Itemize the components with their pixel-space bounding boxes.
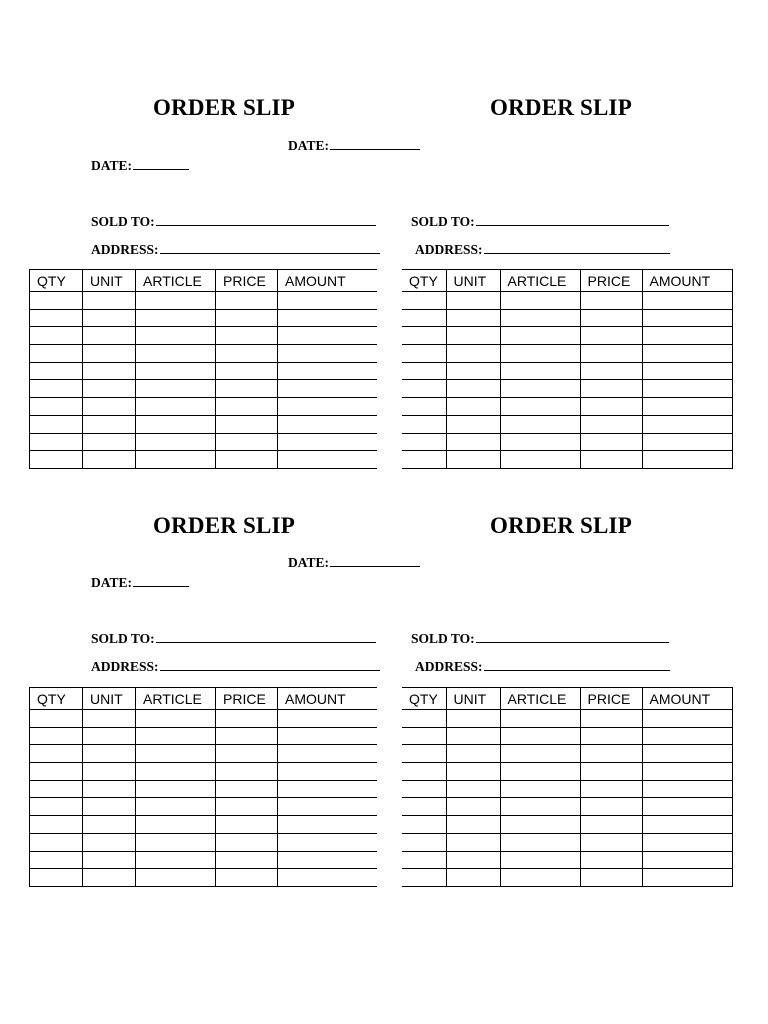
slip-1-col-price: PRICE bbox=[216, 270, 278, 292]
slip-4-title: ORDER SLIP bbox=[490, 513, 632, 538]
slip-2-title: ORDER SLIP bbox=[490, 95, 632, 120]
slip-3-col-article: ARTICLE bbox=[136, 688, 216, 710]
slip-4-sold-to-label: SOLD TO: bbox=[411, 631, 475, 646]
table-row[interactable] bbox=[402, 433, 732, 451]
table-row[interactable] bbox=[402, 798, 732, 816]
slip-4-sold-to-field[interactable] bbox=[411, 630, 669, 647]
table-row[interactable] bbox=[30, 833, 377, 851]
table-row[interactable] bbox=[402, 292, 732, 310]
table-row[interactable] bbox=[30, 362, 377, 380]
table-row[interactable] bbox=[30, 798, 377, 816]
table-row[interactable] bbox=[30, 816, 377, 834]
slip-2-rows[interactable] bbox=[402, 292, 732, 469]
table-row[interactable] bbox=[402, 345, 732, 363]
table-row[interactable] bbox=[402, 362, 732, 380]
slip-3-sold-to-line[interactable] bbox=[156, 630, 376, 643]
slip-3-col-price: PRICE bbox=[216, 688, 278, 710]
table-row[interactable] bbox=[30, 345, 377, 363]
table-row[interactable] bbox=[30, 292, 377, 310]
slip-4-date-field[interactable] bbox=[288, 554, 420, 571]
slip-3-col-qty: QTY bbox=[30, 688, 83, 710]
slip-2-sold-to-line[interactable] bbox=[476, 213, 669, 226]
table-row[interactable] bbox=[402, 745, 732, 763]
table-row[interactable] bbox=[402, 710, 732, 728]
slip-3-items-table bbox=[29, 687, 377, 887]
slip-3-col-amount: AMOUNT bbox=[278, 688, 377, 710]
slip-4-address-label: ADDRESS: bbox=[415, 659, 483, 674]
table-row[interactable] bbox=[402, 851, 732, 869]
slip-1-sold-to-field[interactable] bbox=[91, 213, 376, 230]
slip-4-col-unit: UNIT bbox=[446, 688, 500, 710]
table-row[interactable] bbox=[30, 415, 377, 433]
slip-1-sold-to-line[interactable] bbox=[156, 213, 376, 226]
slip-3-sold-to-label: SOLD TO: bbox=[91, 631, 155, 646]
slip-1-title: ORDER SLIP bbox=[153, 95, 295, 120]
slip-3-sold-to-field[interactable] bbox=[91, 630, 376, 647]
slip-2-date-field[interactable] bbox=[288, 137, 420, 154]
slip-3-col-unit: UNIT bbox=[83, 688, 136, 710]
slip-2-col-unit: UNIT bbox=[446, 270, 500, 292]
slip-1-address-field[interactable] bbox=[91, 241, 380, 258]
slip-4-items-table bbox=[402, 687, 733, 887]
table-row[interactable] bbox=[402, 398, 732, 416]
slip-4-date-label: DATE: bbox=[288, 555, 330, 570]
slip-2-col-price: PRICE bbox=[580, 270, 642, 292]
slip-3-date-line[interactable] bbox=[133, 574, 189, 587]
table-row[interactable] bbox=[30, 380, 377, 398]
table-row[interactable] bbox=[402, 415, 732, 433]
slip-2-header-row bbox=[402, 270, 732, 292]
slip-2-address-label: ADDRESS: bbox=[415, 242, 483, 257]
slip-3-date-label: DATE: bbox=[91, 575, 133, 590]
table-row[interactable] bbox=[30, 309, 377, 327]
slip-1-col-article: ARTICLE bbox=[136, 270, 216, 292]
table-row[interactable] bbox=[30, 763, 377, 781]
slip-2-address-field[interactable] bbox=[415, 241, 670, 258]
table-row[interactable] bbox=[30, 727, 377, 745]
slip-1-date-field[interactable] bbox=[91, 157, 189, 174]
slip-2-sold-to-label: SOLD TO: bbox=[411, 214, 475, 229]
table-row[interactable] bbox=[402, 833, 732, 851]
table-row[interactable] bbox=[30, 745, 377, 763]
slip-2-col-qty: QTY bbox=[402, 270, 446, 292]
slip-2-date-line[interactable] bbox=[330, 137, 420, 150]
slip-1-address-label: ADDRESS: bbox=[91, 242, 159, 257]
table-row[interactable] bbox=[402, 309, 732, 327]
slip-2-sold-to-field[interactable] bbox=[411, 213, 669, 230]
slip-1-col-amount: AMOUNT bbox=[278, 270, 377, 292]
slip-4-address-field[interactable] bbox=[415, 658, 670, 675]
slip-3-rows[interactable] bbox=[30, 710, 377, 887]
slip-1-date-label: DATE: bbox=[91, 158, 133, 173]
slip-4-sold-to-line[interactable] bbox=[476, 630, 669, 643]
slip-3-address-field[interactable] bbox=[91, 658, 380, 675]
slip-1-address-line[interactable] bbox=[160, 241, 380, 254]
table-row[interactable] bbox=[30, 398, 377, 416]
slip-1-rows[interactable] bbox=[30, 292, 377, 469]
table-row[interactable] bbox=[402, 869, 732, 887]
slip-2-col-amount: AMOUNT bbox=[642, 270, 732, 292]
slip-3-date-field[interactable] bbox=[91, 574, 189, 591]
table-row[interactable] bbox=[30, 851, 377, 869]
slip-2-items-table bbox=[402, 269, 733, 469]
table-row[interactable] bbox=[30, 869, 377, 887]
slip-4-date-line[interactable] bbox=[330, 554, 420, 567]
table-row[interactable] bbox=[30, 710, 377, 728]
slip-4-header-row bbox=[402, 688, 732, 710]
table-row[interactable] bbox=[402, 816, 732, 834]
slip-3-title: ORDER SLIP bbox=[153, 513, 295, 538]
slip-1-items-table bbox=[29, 269, 377, 469]
slip-4-rows[interactable] bbox=[402, 710, 732, 887]
slip-3-header-row bbox=[30, 688, 377, 710]
slip-1-header-row bbox=[30, 270, 377, 292]
slip-1-sold-to-label: SOLD TO: bbox=[91, 214, 155, 229]
slip-1-col-qty: QTY bbox=[30, 270, 83, 292]
slip-3-address-label: ADDRESS: bbox=[91, 659, 159, 674]
table-row[interactable] bbox=[402, 763, 732, 781]
table-row[interactable] bbox=[402, 780, 732, 798]
table-row[interactable] bbox=[30, 327, 377, 345]
table-row[interactable] bbox=[402, 727, 732, 745]
table-row[interactable] bbox=[402, 327, 732, 345]
table-row[interactable] bbox=[30, 433, 377, 451]
slip-1-date-line[interactable] bbox=[133, 157, 189, 170]
slip-4-col-article: ARTICLE bbox=[500, 688, 580, 710]
slip-4-col-price: PRICE bbox=[580, 688, 642, 710]
slip-2-col-article: ARTICLE bbox=[500, 270, 580, 292]
table-row[interactable] bbox=[402, 451, 732, 469]
slip-4-col-qty: QTY bbox=[402, 688, 446, 710]
table-row[interactable] bbox=[402, 380, 732, 398]
slip-4-address-line[interactable] bbox=[484, 658, 670, 671]
slip-4-col-amount: AMOUNT bbox=[642, 688, 732, 710]
slip-1-col-unit: UNIT bbox=[83, 270, 136, 292]
table-row[interactable] bbox=[30, 451, 377, 469]
slip-2-date-label: DATE: bbox=[288, 138, 330, 153]
slip-3-address-line[interactable] bbox=[160, 658, 380, 671]
table-row[interactable] bbox=[30, 780, 377, 798]
slip-2-address-line[interactable] bbox=[484, 241, 670, 254]
